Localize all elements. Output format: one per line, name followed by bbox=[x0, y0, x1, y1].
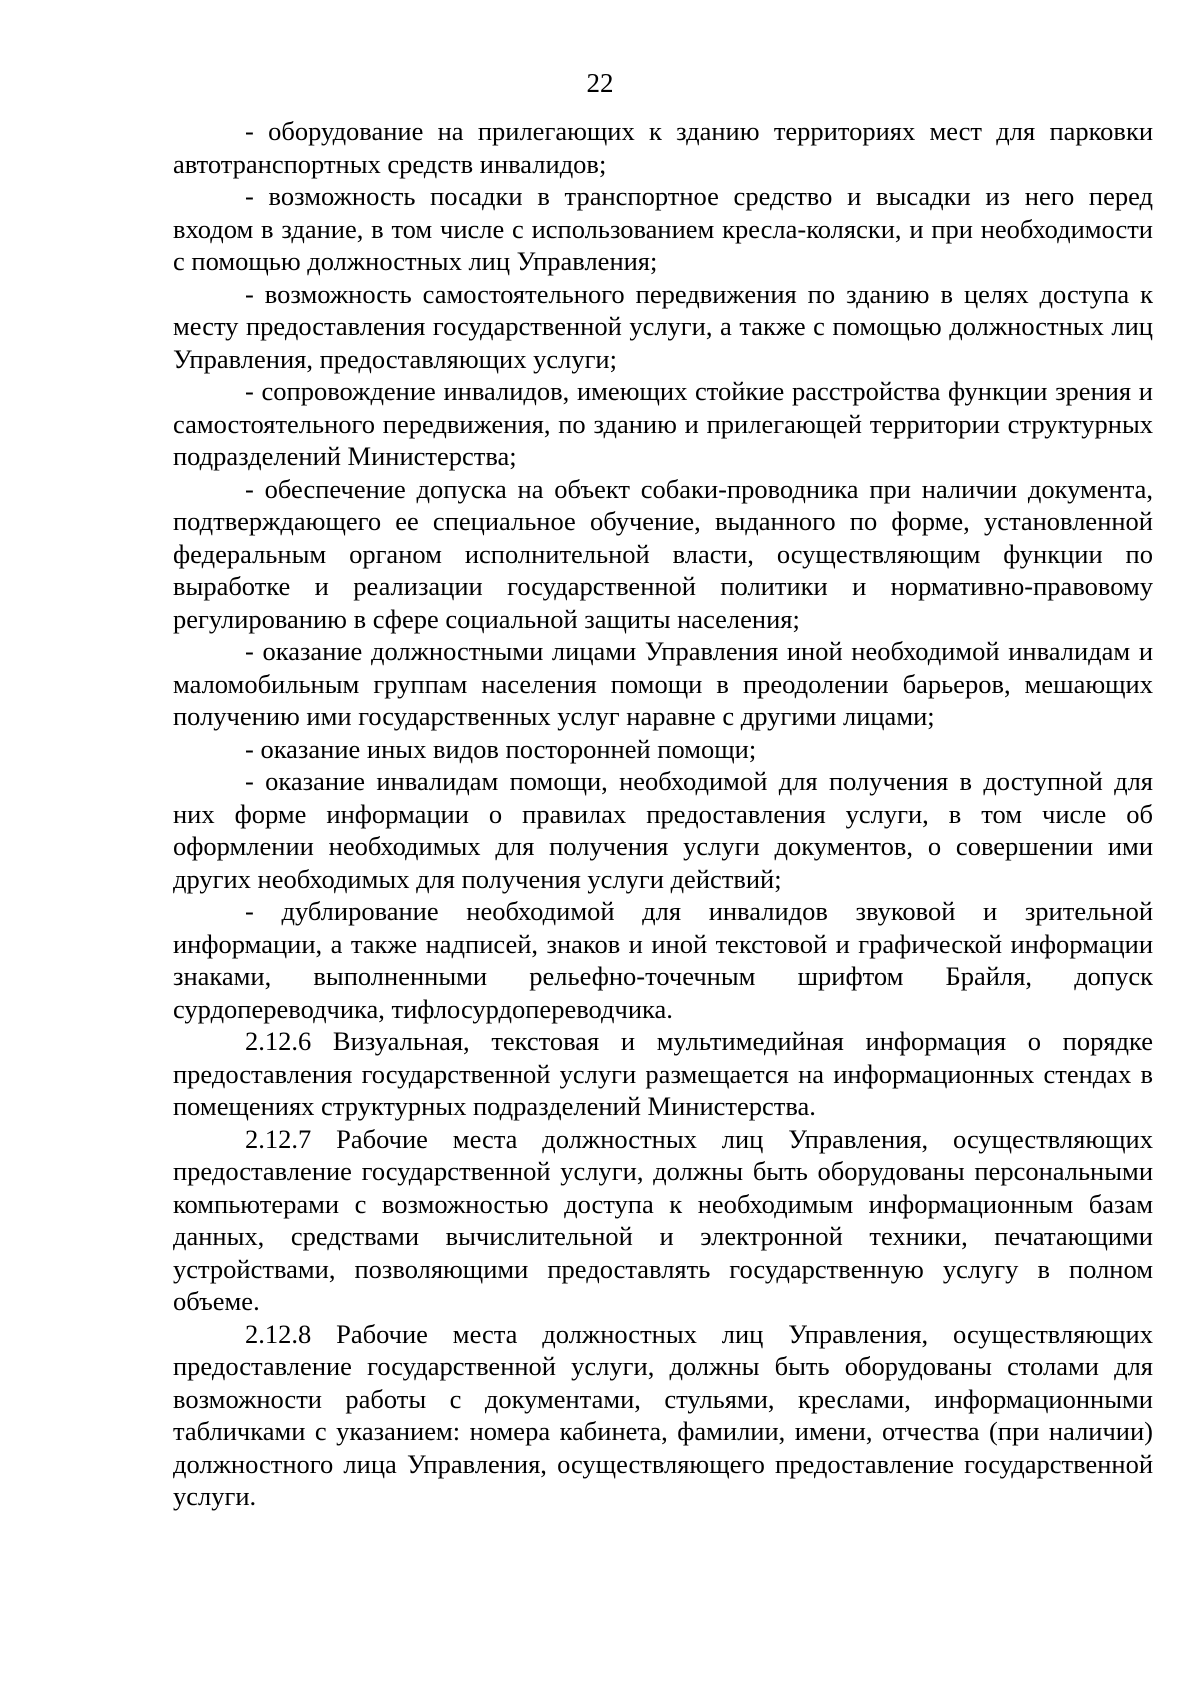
paragraph-guide-dog: - обеспечение допуска на объект собаки-проводника при наличии документа, подтверждающего ее специальное обучение, выданного по форме, установленной федеральным органом исполнительной власти, осуществляющим функции по выработке и реализации государственной политики и нормативно-правовому регулированию в сфере социальной защиты населения; bbox=[173, 473, 1153, 634]
paragraph-2-12-8: 2.12.8 Рабочие места должностных лиц Управления, осуществляющих предоставление государственной услуги, должны быть оборудованы столами для возможности работы с документами, стульями, креслами, информационными табличками с указанием: номера кабинета, фамилии, имени, отчества (при наличии) должностного лица Управления, осуществляющего предоставление государственной услуги. bbox=[173, 1318, 1153, 1511]
paragraph-other-help: - оказание иных видов посторонней помощи; bbox=[245, 733, 757, 764]
document-body bbox=[173, 115, 1153, 1513]
paragraph-escort: - сопровождение инвалидов, имеющих стойкие расстройства функции зрения и самостоятельного передвижения, по зданию и прилегающей территории структурных подразделений Министерства; bbox=[173, 376, 1153, 471]
page-number: 22 bbox=[586, 68, 614, 98]
paragraph-2-12-7: 2.12.7 Рабочие места должностных лиц Управления, осуществляющих предоставление государственной услуги, должны быть оборудованы персональными компьютерами с возможностью доступа к необходимым информационным базам данных, средствами вычислительной и электронной техники, печатающими устройствами, позволяющими предоставлять государственную услугу в полном объеме. bbox=[173, 1123, 1153, 1316]
paragraph-information-help: - оказание инвалидам помощи, необходимой для получения в доступной для них форме информации о правилах предоставления услуги, в том числе об оформлении необходимых для получения услуги документов, о совершении ими других необходимых для получения услуги действий; bbox=[173, 766, 1153, 894]
paragraph-movement: - возможность самостоятельного передвижения по зданию в целях доступа к месту предоставления государственной услуги, а также с помощью должностных лиц Управления, предоставляющих услуги; bbox=[173, 278, 1153, 374]
paragraph-assistance: - оказание должностными лицами Управления иной необходимой инвалидам и маломобильным группам населения помощи в преодолении барьеров, мешающих получению ими государственных услуг наравне с другими лицами; bbox=[173, 636, 1153, 731]
paragraph-boarding: - возможность посадки в транспортное средство и высадки из него перед входом в здание, в том числе с использованием кресла-коляски, и при необходимости с помощью должностных лиц Управления; bbox=[173, 181, 1153, 276]
paragraph-parking: - оборудование на прилегающих к зданию территориях мест для парковки автотранспортных средств инвалидов; bbox=[173, 116, 1153, 179]
paragraph-2-12-6: 2.12.6 Визуальная, текстовая и мультимедийная информация о порядке предоставления государственной услуги размещается на информационных стендах в помещениях структурных подразделений Министерства. bbox=[173, 1026, 1153, 1121]
paragraph-duplication: - дублирование необходимой для инвалидов звуковой и зрительной информации, а также надписей, знаков и иной текстовой и графической информации знаками, выполненными рельефно-точечным шрифтом Брайля, допуск сурдопереводчика, тифлосурдопереводчика. bbox=[173, 896, 1153, 1024]
